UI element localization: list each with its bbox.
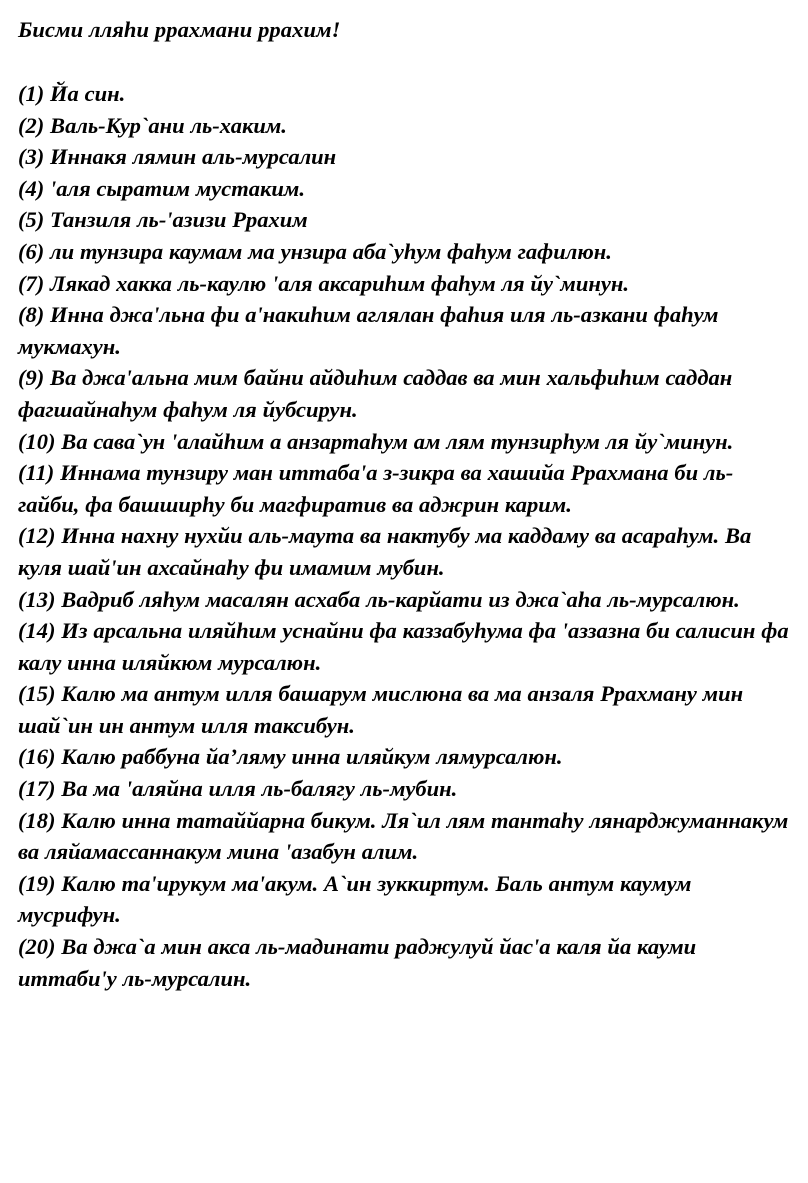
verse-paragraph: (20) Ва джа`а мин акса ль-мадинати раджулуй йас'а каля йа кауми иттаби'у ль-мурсалин. [18,934,703,991]
verse-paragraph: (9) Ва джа'альна мим байни айдиһим саддав ва мин хальфиһим саддан фагшайнаһум фаһум ля йубсирун. [18,365,739,422]
verse-paragraph: (10) Ва сава`ун 'алайһим а анзартаһум ам лям тунзирһум ля йу`минун. [18,428,734,454]
verse-paragraph: (19) Калю та'ирукум ма'акум. А`ин зуккиртум. Баль антум каумум мусрифун. [18,870,698,928]
verse-paragraph: (1) Йа син. [18,81,126,106]
verse-paragraph: (14) Из арсальна иляйһим уснайни фа каззабуһума фа 'аззазна би салисин фа калу инна иляйкюм мурсалюн. [18,618,795,675]
verse-paragraph: (5) Танзиля ль-'азизи Ррахим [18,207,308,233]
verse-paragraph: (16) Калю раббуна йа’ляму инна иляйкум лямурсалюн. [18,744,563,770]
verse-paragraph: (13) Вадриб ляһум масалян асхаба ль-карйати из джа`аһа ль-мурсалюн. [18,586,740,612]
verse-list [18,78,794,994]
verse-paragraph: (4) 'аля сыратим мустаким. [18,175,305,201]
basmala-heading: Бисми лляһи ррахмани ррахим! [18,17,341,42]
verse-paragraph: (15) Калю ма антум илля башарум мислюна ва ма анзаля Ррахману мин шай`ин ин антум илля таксибун. [18,681,749,738]
verse-paragraph: (6) ли тунзира каумам ма унзира аба`уһум фаһум гафилюн. [18,238,612,264]
verse-paragraph: (17) Ва ма 'аляйна илля ль-балягу ль-мубин. [18,776,458,802]
verse-paragraph: (2) Валь-Кур`ани ль-хаким. [18,112,287,138]
verse-paragraph: (12) Инна нахну нухйи аль-маута ва нактубу ма каддаму ва асараһум. Ва куля шай'ин ахсайнаһу фи имамим мубин. [18,523,758,580]
verse-paragraph: (8) Инна джа'льна фи а'накиһим аглялан фаһия иля ль-азкани фаһум мукмахун. [18,302,725,359]
verse-paragraph: (7) Лякад хакка ль-каулю 'аля аксариһим фаһум ля йу`минун. [18,270,629,296]
verse-paragraph: (11) Иннама тунзиру ман иттаба'а з-зикра ва хашийа Ррахмана би ль-гайби, фа башширһу би магфиратив ва аджрин карим. [18,460,734,517]
verse-paragraph: (18) Калю инна татаййарна бикум. Ля`ил лям тантаһу лянарджуманнакум ва ляйамассаннакум мина 'азабун алим. [18,807,795,865]
verse-paragraph: (3) Иннакя лямин аль-мурсалин [18,144,337,170]
heading-spacer [18,45,794,78]
